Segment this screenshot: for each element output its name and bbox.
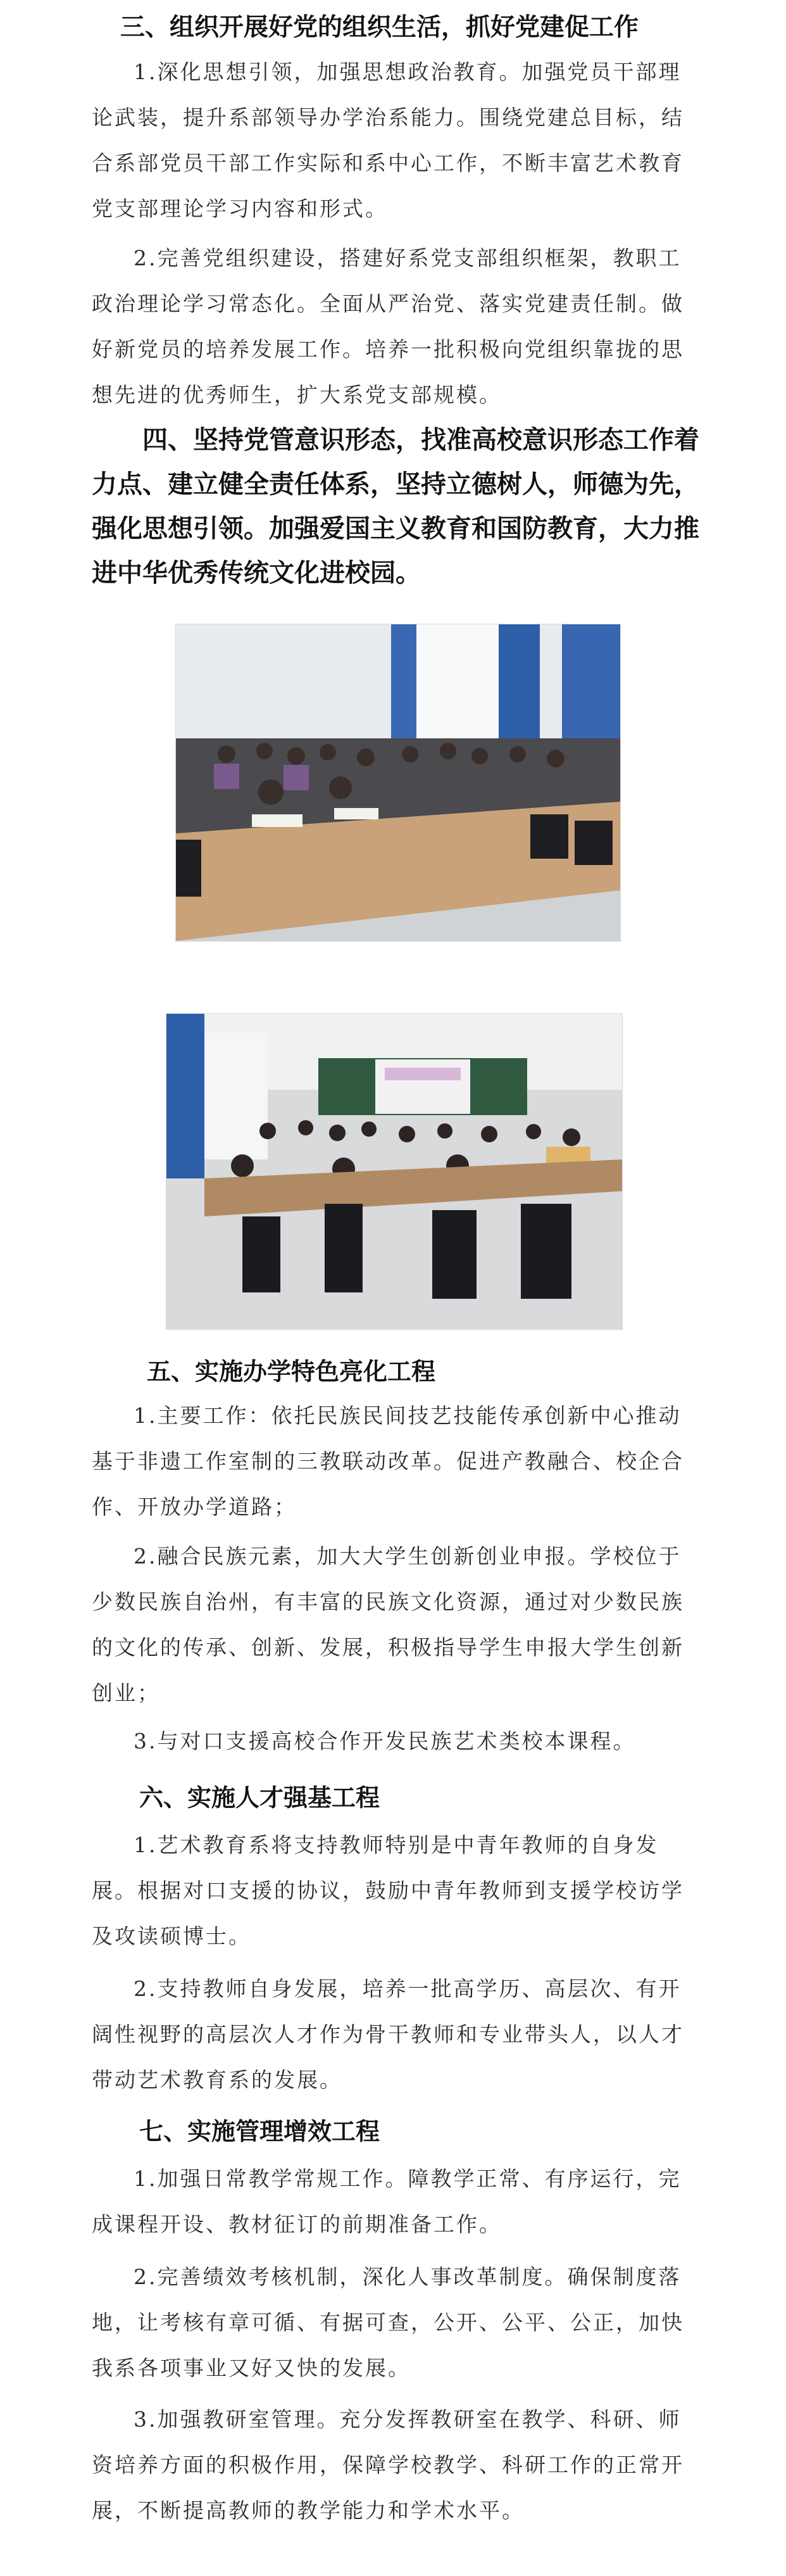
section-7-paragraph-3: 3.加强教研室管理。充分发挥教研室在教学、科研、师资培养方面的积极作用，保障学校教学、科研工作的正常开展，不断提高教师的教学能力和学术水平。 (92, 2407, 684, 2523)
section-7-paragraph-1: 1.加强日常教学常规工作。障教学正常、有序运行，完成课程开设、教材征订的前期准备工作。 (92, 2166, 682, 2237)
section-5-paragraph-1: 1.主要工作：依托民族民间技艺技能传承创新中心推动基于非遗工作室制的三教联动改革。促进产教融合、校企合作、开放办学道路； (92, 1403, 684, 1519)
section-6-paragraph-2: 2.支持教师自身发展，培养一批高学历、高层次、有开阔性视野的高层次人才作为骨干教师和专业带头人，以人才带动艺术教育系的发展。 (92, 1976, 684, 2092)
meeting-photo-2-image (166, 1014, 622, 1329)
section-6-heading: 六、实施人才强基工程 (139, 1783, 380, 1812)
meeting-photo-1-image (176, 624, 620, 941)
section-5-heading: 五、实施办学特色亮化工程 (147, 1357, 436, 1386)
section-4-heading: 四、坚持党管意识形态，找准高校意识形态工作着力点、建立健全责任体系，坚持立德树人，师德为先，强化思想引领。加强爱国主义教育和国防教育，大力推进中华优秀传统文化进校园。 (92, 425, 699, 588)
section-5-paragraph-2: 2.融合民族元素，加大大学生创新创业申报。学校位于少数民族自治州，有丰富的民族文化资源，通过对少数民族的文化的传承、创新、发展，积极指导学生申报大学生创新创业； (92, 1544, 684, 1705)
section-7-heading: 七、实施管理增效工程 (139, 2117, 380, 2145)
section-3-heading: 三、组织开展好党的组织生活，抓好党建促工作 (120, 13, 639, 42)
meeting-photo-1 (175, 624, 621, 942)
section-5-paragraph-3: 3.与对口支援高校合作开发民族艺术类校本课程。 (134, 1729, 636, 1753)
section-7-paragraph-2: 2.完善绩效考核机制，深化人事改革制度。确保制度落地，让考核有章可循、有据可查，公开、公平、公正，加快我系各项事业又好又快的发展。 (92, 2264, 684, 2380)
meeting-photo-2 (166, 1013, 623, 1330)
section-3-paragraph-1: 1.深化思想引领，加强思想政治教育。加强党员干部理论武装，提升系部领导办学治系能力。围绕党建总目标，结合系部党员干部工作实际和系中心工作，不断丰富艺术教育党支部理论学习内容和形式。 (92, 60, 684, 221)
section-6-paragraph-1: 1.艺术教育系将支持教师特别是中青年教师的自身发展。根据对口支援的协议，鼓励中青年教师到支援学校访学及攻读硕博士。 (92, 1833, 684, 1948)
section-3-paragraph-2: 2.完善党组织建设，搭建好系党支部组织框架，教职工政治理论学习常态化。全面从严治党、落实党建责任制。做好新党员的培养发展工作。培养一批积极向党组织靠拢的思想先进的优秀师生，扩大系党支部规模。 (92, 246, 684, 407)
